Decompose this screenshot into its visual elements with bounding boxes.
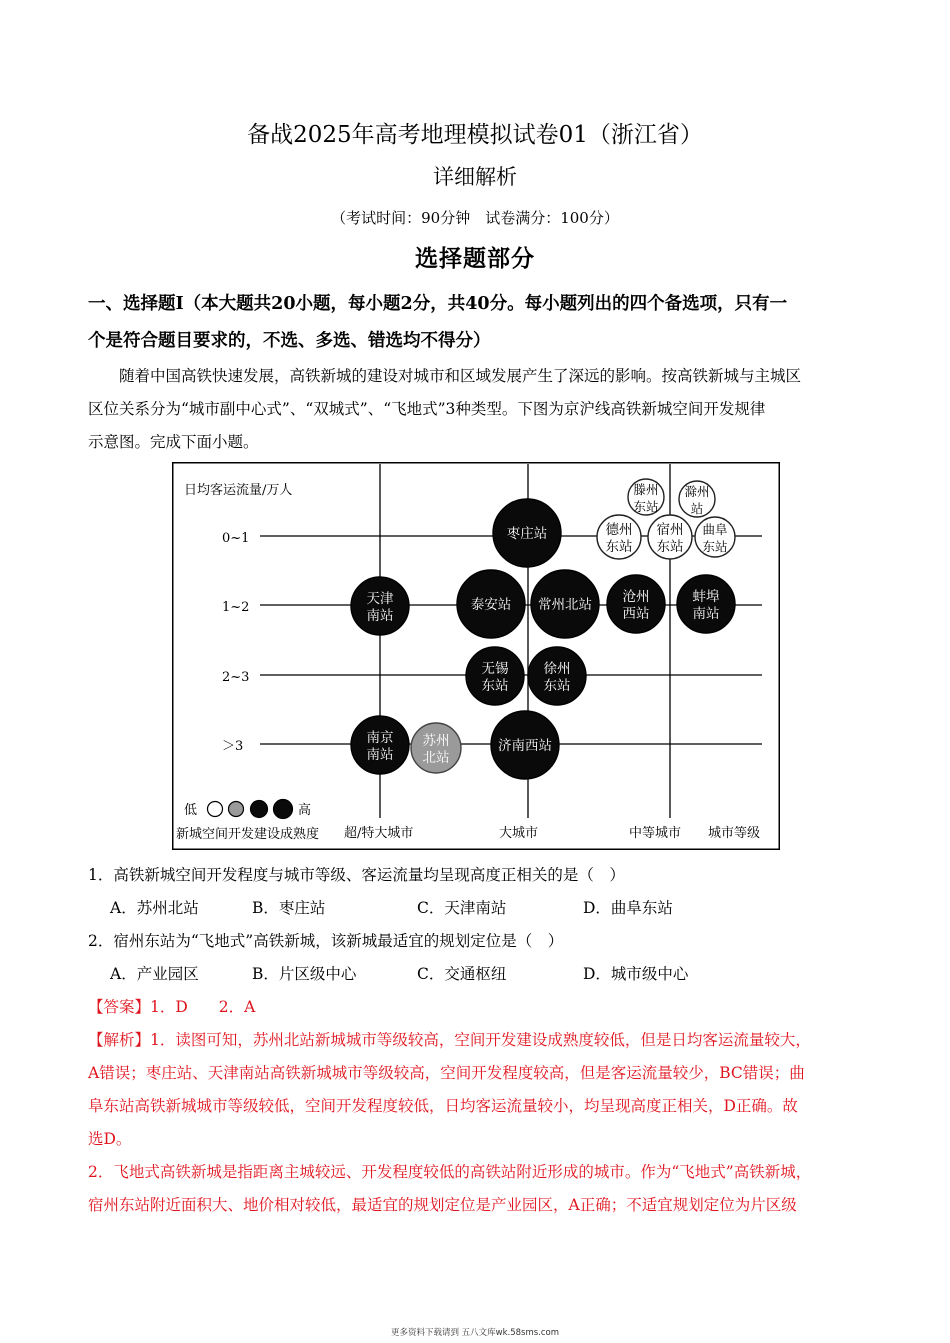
rail-new-town-diagram bbox=[172, 462, 780, 850]
station-label: 东站 bbox=[605, 539, 633, 555]
station-marker bbox=[607, 575, 665, 633]
station-label: 南站 bbox=[366, 608, 394, 624]
station-label: 沧州 bbox=[622, 589, 650, 605]
station-label: 枣庄站 bbox=[506, 526, 548, 542]
x-tick-label: 超/特大城市 bbox=[344, 826, 414, 841]
station-marker bbox=[351, 577, 409, 635]
document-title: 备战2025年高考地理模拟试卷01（浙江省） bbox=[247, 122, 703, 148]
station-marker bbox=[457, 570, 525, 638]
station-label: 南京 bbox=[366, 730, 394, 746]
station-label: 东站 bbox=[656, 539, 684, 555]
station-label: 滁州 bbox=[684, 484, 710, 499]
station-label: 徐州 bbox=[543, 661, 571, 677]
station-label: 西站 bbox=[622, 606, 650, 622]
station-marker bbox=[351, 716, 409, 774]
station-label: 蚌埠 bbox=[692, 589, 720, 605]
station-marker bbox=[628, 479, 664, 515]
question-1-option-b: B．枣庄站 bbox=[252, 899, 326, 917]
document-subtitle: 详细解析 bbox=[433, 165, 517, 189]
question-1-option-a: A．苏州北站 bbox=[110, 899, 199, 917]
question-2-option-d: D．城市级中心 bbox=[583, 965, 689, 983]
station-marker bbox=[531, 570, 599, 638]
station-label: 北站 bbox=[422, 750, 450, 766]
station-label: 东站 bbox=[633, 499, 659, 514]
legend-caption: 新城空间开发建设成熟度 bbox=[176, 827, 320, 842]
station-marker bbox=[528, 647, 586, 705]
legend-swatch bbox=[251, 801, 268, 818]
station-label: 无锡 bbox=[481, 661, 509, 677]
analysis-text: 1．读图可知，苏州北站新城城市等级较高，空间开发建设成熟度较低，但是日均客运流量较大， bbox=[150, 1031, 811, 1049]
y-axis-title: 日均客运流量/万人 bbox=[184, 483, 293, 498]
y-tick-label: 2~3 bbox=[222, 670, 250, 685]
question-2-option-b: B．片区级中心 bbox=[252, 965, 357, 983]
analysis-line-5: 2．飞地式高铁新城是指距离主城较远、开发程度较低的高铁站附近形成的城市。作为“飞地式”高铁新城， bbox=[88, 1163, 812, 1181]
station-label: 东站 bbox=[543, 678, 571, 694]
station-label: 南站 bbox=[692, 606, 720, 622]
question-1-stem: 1．高铁新城空间开发程度与城市等级、客运流量均呈现高度正相关的是（ ） bbox=[88, 866, 625, 884]
answer-text: 1．D 2．A bbox=[150, 998, 256, 1016]
station-label: 宿州 bbox=[656, 522, 684, 538]
analysis-line-2: A错误；枣庄站、天津南站高铁新城城市等级较高，空间开发程度较高，但是客运流量较少，BC错误；曲 bbox=[88, 1064, 805, 1082]
station-label: 泰安站 bbox=[470, 597, 512, 613]
station-marker bbox=[411, 723, 461, 773]
part-heading-line-2: 个是符合题目要求的，不选、多选、错选均不得分） bbox=[88, 331, 491, 351]
legend-low-label: 低 bbox=[184, 803, 198, 818]
exam-info: （考试时间：90分钟 试卷满分：100分） bbox=[331, 209, 619, 227]
answer-line bbox=[88, 995, 255, 1017]
station-label: 德州 bbox=[605, 522, 633, 538]
question-2-option-a: A．产业园区 bbox=[110, 965, 199, 983]
analysis-line-6: 宿州东站附近面积大、地价相对较低，最适宜的规划定位是产业园区，A正确；不适宜规划定位为片区级 bbox=[88, 1196, 797, 1214]
station-marker bbox=[648, 515, 692, 559]
station-label: 济南西站 bbox=[498, 738, 552, 754]
x-tick-label: 大城市 bbox=[499, 826, 539, 841]
y-tick-label: ＞3 bbox=[222, 739, 244, 754]
intro-line-2: 区位关系分为“城市副中心式”、“双城式”、“飞地式”3种类型。下图为京沪线高铁新城空间开发规律 bbox=[88, 400, 766, 418]
legend-swatch bbox=[274, 800, 293, 819]
station-label: 苏州 bbox=[422, 733, 450, 749]
y-tick-label: 1~2 bbox=[222, 600, 250, 615]
station-marker bbox=[597, 515, 641, 559]
y-tick-label: 0~1 bbox=[222, 531, 250, 546]
station-label: 南站 bbox=[366, 747, 394, 763]
x-tick-label: 中等城市 bbox=[629, 826, 682, 841]
analysis-line-1 bbox=[88, 1028, 811, 1050]
legend-swatch bbox=[229, 802, 244, 817]
station-marker bbox=[493, 499, 561, 567]
analysis-line-4: 选D。 bbox=[88, 1130, 132, 1148]
intro-line-1: 随着中国高铁快速发展，高铁新城的建设对城市和区域发展产生了深远的影响。按高铁新城与主城区 bbox=[88, 367, 802, 385]
station-label: 东站 bbox=[481, 678, 509, 694]
station-marker bbox=[491, 711, 559, 779]
question-2-stem: 2．宿州东站为“飞地式”高铁新城，该新城最适宜的规划定位是（ ） bbox=[88, 932, 564, 950]
station-marker bbox=[677, 575, 735, 633]
legend-swatch bbox=[208, 802, 223, 817]
station-label: 常州北站 bbox=[538, 597, 592, 613]
station-label: 东站 bbox=[702, 539, 728, 554]
station-label: 站 bbox=[690, 501, 704, 516]
station-marker bbox=[466, 647, 524, 705]
intro-line-3: 示意图。完成下面小题。 bbox=[88, 433, 259, 451]
question-2-option-c: C．交通枢纽 bbox=[417, 965, 507, 983]
station-label: 曲阜 bbox=[702, 522, 728, 537]
station-label: 滕州 bbox=[633, 482, 659, 497]
answer-label: 【答案】 bbox=[88, 998, 151, 1016]
analysis-label: 【解析】 bbox=[88, 1031, 151, 1049]
legend-high-label: 高 bbox=[298, 803, 312, 818]
station-label: 天津 bbox=[366, 591, 394, 607]
question-1-option-d: D．曲阜东站 bbox=[583, 899, 673, 917]
question-1-option-c: C．天津南站 bbox=[417, 899, 507, 917]
x-axis-title: 城市等级 bbox=[708, 826, 761, 841]
section-title: 选择题部分 bbox=[415, 245, 535, 272]
page-footer: 更多资料下载请到 五八文库wk.58sms.com bbox=[390, 1328, 560, 1338]
station-marker bbox=[695, 517, 735, 557]
station-marker bbox=[679, 481, 715, 517]
analysis-line-3: 阜东站高铁新城城市等级较低，空间开发程度较低，日均客运流量较小，均呈现高度正相关，D正确。故 bbox=[88, 1097, 798, 1115]
part-heading-line-1: 一、选择题Ⅰ（本大题共20小题，每小题2分，共40分。每小题列出的四个备选项，只有一 bbox=[88, 294, 788, 314]
